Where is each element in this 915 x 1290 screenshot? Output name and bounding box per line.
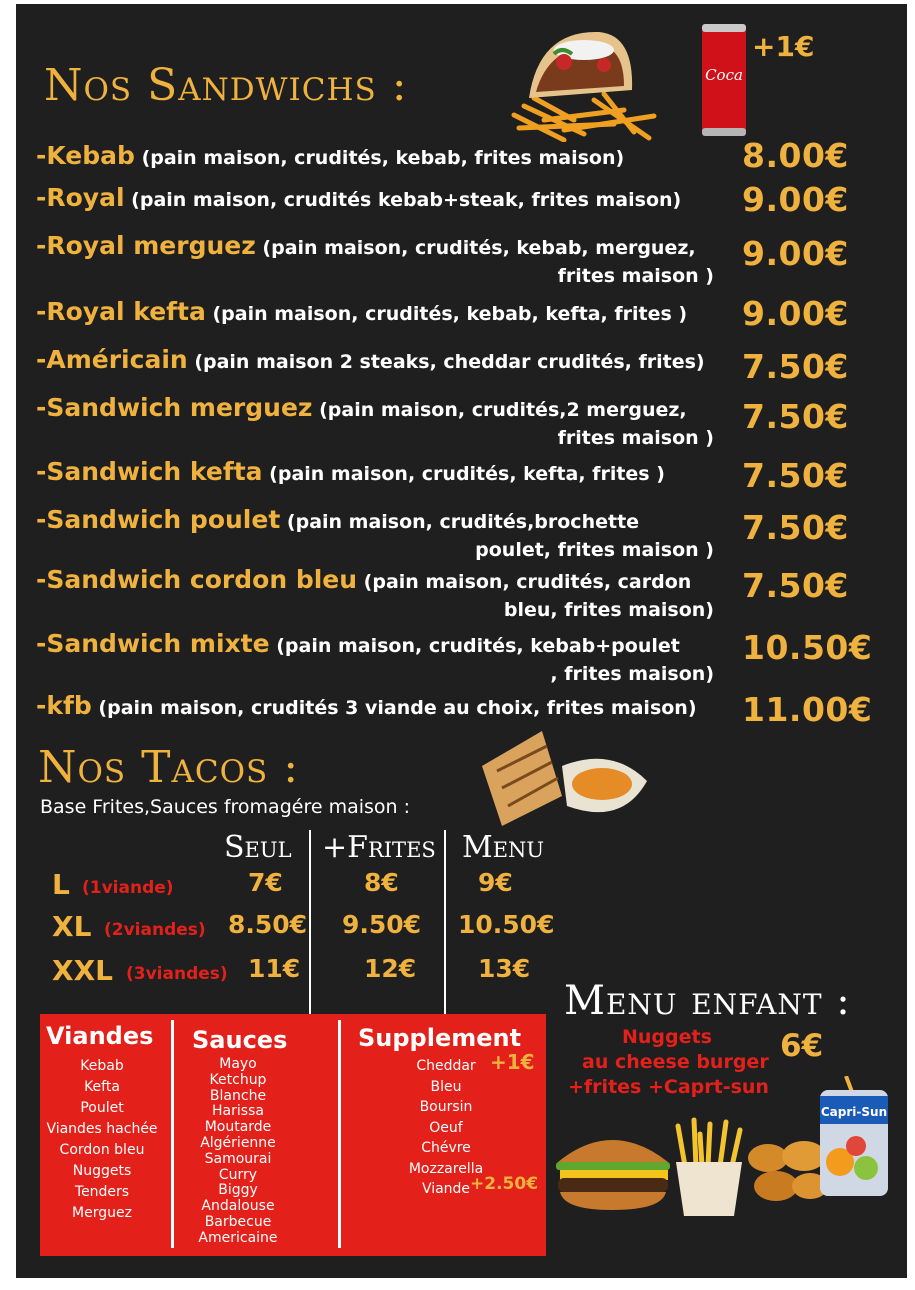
viandes-list xyxy=(42,1056,162,1224)
sandwich-description: (pain maison, crudités, kefta, frites ) xyxy=(269,463,665,485)
sandwich-description: (pain maison, crudités,brochette xyxy=(286,511,640,533)
juice-pouch-icon xyxy=(816,1076,892,1200)
kids-menu-price: 6€ xyxy=(780,1028,824,1064)
sauces-title: Sauces xyxy=(192,1026,288,1054)
sandwich-price: 7.50€ xyxy=(742,397,849,436)
sandwich-price: 7.50€ xyxy=(742,508,849,547)
sandwich-name: -Sandwich mixte xyxy=(36,629,270,658)
kids-menu-line-1: Nuggets xyxy=(622,1026,712,1048)
sandwich-description-cont: frites maison ) xyxy=(557,427,714,449)
sandwich-description: (pain maison, crudités, kebab, kefta, frites ) xyxy=(212,303,688,325)
kids-menu-line-2: au cheese burger xyxy=(582,1051,769,1073)
option-item: Poulet xyxy=(80,1100,124,1116)
sandwich-item xyxy=(36,232,726,290)
sandwich-name: -Royal kefta xyxy=(36,297,206,326)
sandwich-description: (pain maison 2 steaks, cheddar crudités, frites) xyxy=(194,351,705,373)
tacos-subtitle: Base Frites,Sauces fromagére maison : xyxy=(40,796,411,818)
option-item: Blanche xyxy=(209,1087,267,1104)
sauces-list xyxy=(188,1057,288,1247)
sandwich-description-cont: , frites maison) xyxy=(550,663,714,685)
taco-price-seul: 7€ xyxy=(248,868,283,897)
taco-header-frites: +Frites xyxy=(322,830,436,865)
option-item: Samourai xyxy=(204,1150,272,1167)
sandwich-price: 11.00€ xyxy=(742,690,873,729)
taco-price-menu: 9€ xyxy=(478,868,513,897)
option-item: Moutarde xyxy=(204,1119,272,1136)
sandwich-name: -Sandwich kefta xyxy=(36,457,263,486)
sandwich-price: 7.50€ xyxy=(742,566,849,605)
supplement-price-1: +1€ xyxy=(490,1050,535,1074)
taco-price-frites: 9.50€ xyxy=(342,910,422,939)
sandwich-description: (pain maison, crudités 3 viande au choix, frites maison) xyxy=(98,697,697,719)
option-item: Kebab xyxy=(80,1058,124,1074)
sandwich-price: 9.00€ xyxy=(742,294,849,333)
option-item: Cordon bleu xyxy=(59,1142,145,1158)
sandwich-item xyxy=(36,506,726,564)
viandes-title: Viandes xyxy=(46,1022,154,1050)
option-item: Oeuf xyxy=(429,1119,463,1136)
option-item: Boursin xyxy=(419,1099,473,1115)
sandwich-price: 9.00€ xyxy=(742,180,849,219)
taco-divider xyxy=(444,830,446,1014)
sandwich-description: (pain maison, crudités,2 merguez, xyxy=(319,399,687,421)
sandwich-description: (pain maison, crudités, kebab+poulet xyxy=(276,635,680,657)
taco-size: XL xyxy=(52,910,92,943)
sandwich-description: (pain maison, crudités kebab+steak, frites maison) xyxy=(131,189,682,211)
kebab-sandwich-icon xyxy=(504,20,659,142)
sandwich-description-cont: bleu, frites maison) xyxy=(503,599,714,621)
option-item: Curry xyxy=(218,1166,258,1183)
sandwich-description: (pain maison, crudités, kebab, merguez, xyxy=(262,237,696,259)
options-divider xyxy=(338,1020,341,1248)
sandwich-name: -Royal xyxy=(36,183,125,212)
option-item: Andalouse xyxy=(201,1198,275,1215)
taco-size-note: (1viande) xyxy=(82,878,174,898)
svg-text:Capri-Sun: Capri-Sun xyxy=(820,1105,888,1119)
option-item: Kefta xyxy=(84,1079,120,1095)
tacos-wrap-icon xyxy=(472,726,652,836)
option-item: Bleu xyxy=(430,1078,462,1095)
kids-menu-line-3: +frites +Caprt-sun xyxy=(568,1076,769,1098)
sandwich-name: -Kebab xyxy=(36,141,135,170)
option-item: Biggy xyxy=(218,1182,258,1199)
sandwich-description-cont: frites maison ) xyxy=(557,265,714,287)
sandwich-price: 9.00€ xyxy=(742,234,849,273)
taco-price-frites: 12€ xyxy=(364,954,417,983)
sandwich-item xyxy=(36,184,726,214)
drink-extra-price: +1€ xyxy=(752,30,815,63)
option-item: Nuggets xyxy=(72,1163,132,1179)
option-item: Viande xyxy=(421,1181,471,1197)
supplement-title: Supplement xyxy=(358,1024,522,1052)
option-item: Harissa xyxy=(212,1103,264,1120)
taco-size-note: (3viandes) xyxy=(126,964,228,984)
sandwich-item xyxy=(36,394,726,452)
tacos-title: Nos Tacos : xyxy=(38,742,300,793)
taco-size-note: (2viandes) xyxy=(104,920,206,940)
sandwich-name: -Sandwich poulet xyxy=(36,505,281,534)
svg-text:Coca: Coca xyxy=(705,66,743,84)
sandwich-item xyxy=(36,692,726,722)
sandwich-item xyxy=(36,142,726,172)
sandwich-price: 7.50€ xyxy=(742,456,849,495)
sandwich-description: (pain maison, crudités, kebab, frites maison) xyxy=(141,147,625,169)
taco-price-frites: 8€ xyxy=(364,868,399,897)
option-item: Cheddar xyxy=(416,1058,476,1074)
option-item: Ketchup xyxy=(209,1071,267,1088)
taco-header-menu: Menu xyxy=(462,830,545,865)
cola-can-icon xyxy=(700,20,748,138)
taco-price-seul: 8.50€ xyxy=(228,910,308,939)
sandwich-price: 10.50€ xyxy=(742,628,873,667)
taco-divider xyxy=(309,830,311,1014)
sandwich-title: Nos Sandwichs : xyxy=(44,60,408,111)
option-item: Mayo xyxy=(219,1056,257,1072)
taco-size: XXL xyxy=(52,954,114,987)
fries-icon xyxy=(670,1116,748,1220)
burger-icon xyxy=(552,1122,674,1214)
taco-price-menu: 10.50€ xyxy=(458,910,555,939)
sandwich-price: 7.50€ xyxy=(742,347,849,386)
supplement-price-2: +2.50€ xyxy=(470,1174,539,1194)
sandwich-price: 8.00€ xyxy=(742,136,849,175)
option-item: Viandes hachée xyxy=(46,1121,158,1137)
sandwich-name: -Sandwich cordon bleu xyxy=(36,565,358,594)
taco-header-seul: Seul xyxy=(224,830,292,865)
option-item: Merguez xyxy=(72,1205,132,1221)
taco-price-seul: 11€ xyxy=(248,954,301,983)
sandwich-name: -Royal merguez xyxy=(36,231,256,260)
sandwich-name: -kfb xyxy=(36,691,92,720)
sandwich-item xyxy=(36,298,726,328)
option-item: Algérienne xyxy=(200,1134,276,1151)
option-item: Chévre xyxy=(421,1140,471,1156)
sandwich-description: (pain maison, crudités, cardon xyxy=(363,571,692,593)
sandwich-item xyxy=(36,346,726,376)
sandwich-name: -Américain xyxy=(36,345,188,374)
sandwich-item xyxy=(36,458,726,488)
kids-menu-title: Menu enfant : xyxy=(564,978,851,1024)
option-item: Americaine xyxy=(198,1229,278,1246)
sandwich-name: -Sandwich merguez xyxy=(36,393,313,422)
sandwich-description-cont: poulet, frites maison ) xyxy=(475,539,714,561)
option-item: Tenders xyxy=(74,1184,130,1200)
menu-board xyxy=(16,4,907,1278)
taco-size: L xyxy=(52,868,70,901)
taco-price-menu: 13€ xyxy=(478,954,531,983)
option-item: Mozzarella xyxy=(408,1160,484,1177)
options-divider xyxy=(171,1020,174,1248)
option-item: Barbecue xyxy=(204,1213,272,1230)
sandwich-item xyxy=(36,630,726,688)
sandwich-item xyxy=(36,566,726,624)
